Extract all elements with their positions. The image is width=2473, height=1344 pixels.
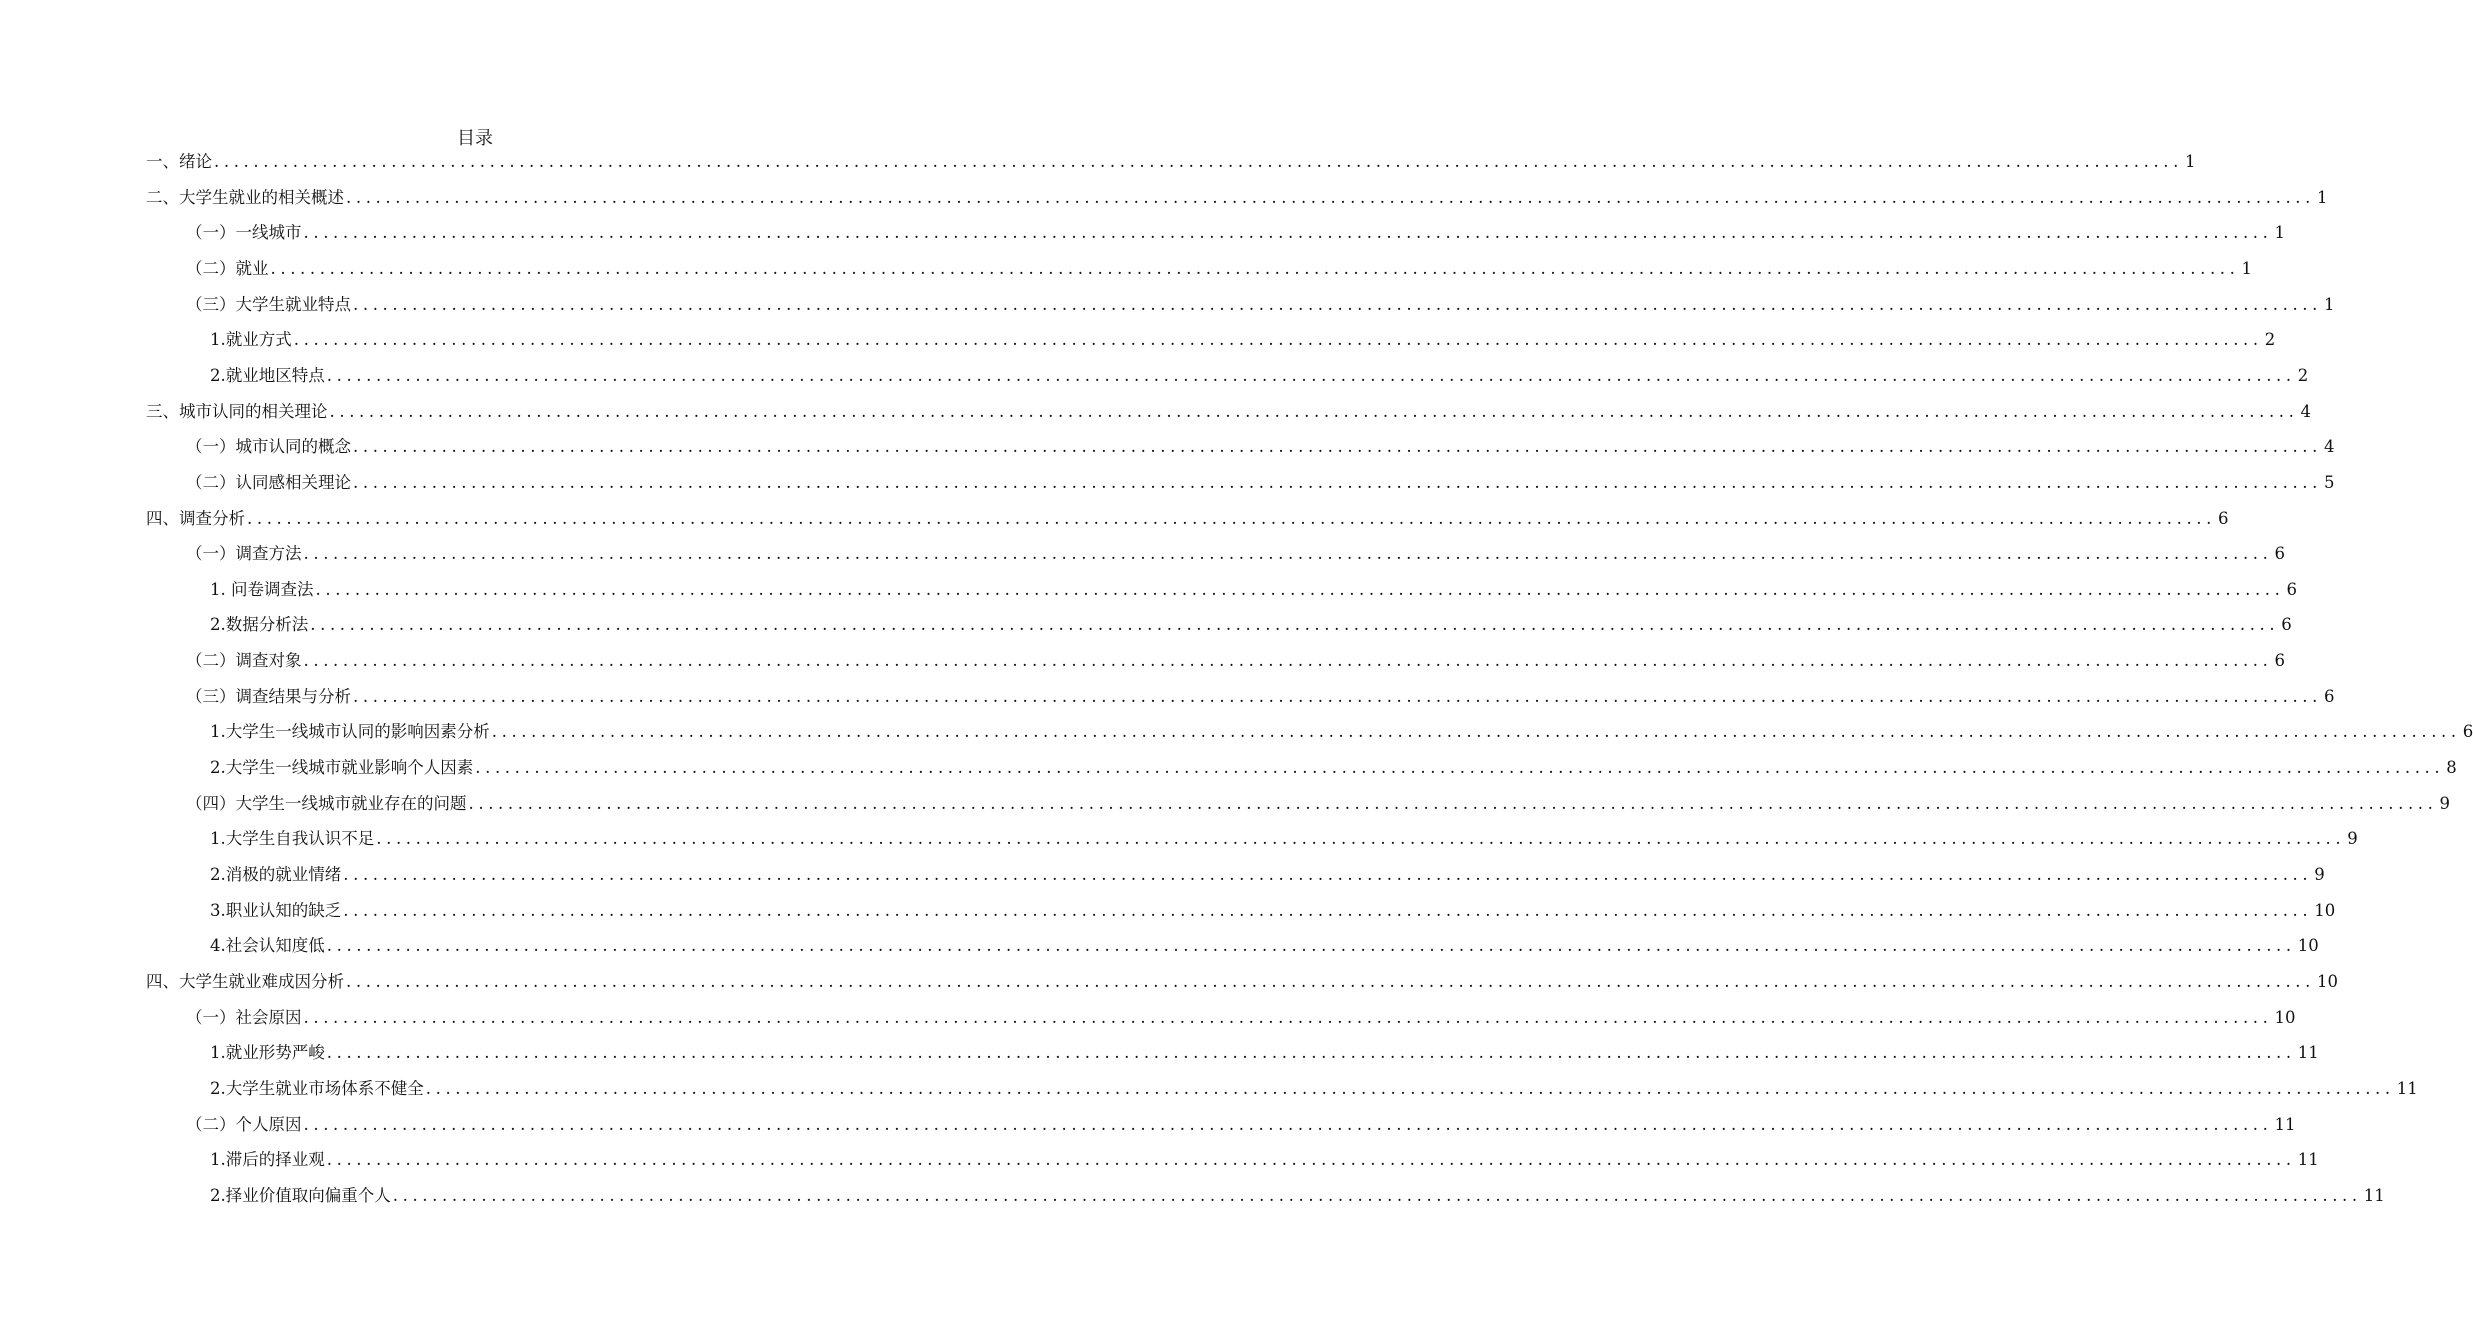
toc-entry-label: （一）调查方法 [186, 544, 302, 563]
toc-entry[interactable] [186, 291, 2335, 315]
toc-entry[interactable] [186, 683, 2335, 707]
toc-entry-page: 1 [2241, 259, 2252, 278]
toc-entry-label: 1.大学生一线城市认同的影响因素分析 [210, 722, 490, 741]
toc-entry-label: 一、绪论 [146, 152, 212, 171]
toc-leader-dots: ........................................................................................................................................................................................................ [303, 223, 2273, 242]
toc-leader-dots: ........................................................................................................................................................................................................ [303, 1115, 2273, 1134]
toc-entry[interactable] [210, 1182, 2385, 1206]
toc-entry-page: 1 [2184, 152, 2196, 171]
toc-entry-label: （一）城市认同的概念 [186, 437, 351, 456]
toc-leader-dots: ........................................................................................................................................................................................................ [376, 829, 2346, 848]
page-title: 目录 [457, 128, 493, 149]
toc-leader-dots: ........................................................................................................................................................................................................ [346, 972, 2315, 991]
toc-entry-page: 10 [2316, 972, 2338, 991]
toc-leader-dots: ........................................................................................................................................................................................................ [392, 1186, 2362, 1205]
toc-entry[interactable] [146, 505, 2229, 529]
toc-entry[interactable] [210, 1146, 2319, 1170]
toc-leader-dots: ........................................................................................................................................................................................................ [353, 687, 2322, 706]
toc-entry-label: 3.职业认知的缺乏 [210, 901, 342, 920]
toc-entry[interactable] [186, 255, 2252, 279]
toc-entry[interactable] [210, 576, 2297, 600]
toc-entry-page: 6 [2274, 544, 2285, 563]
toc-entry[interactable] [210, 932, 2319, 956]
toc-entry-page: 11 [2363, 1186, 2385, 1205]
toc-entry-page: 10 [2274, 1008, 2296, 1027]
toc-entry[interactable] [146, 968, 2338, 992]
toc-entry[interactable] [210, 754, 2457, 778]
toc-entry[interactable] [146, 398, 2311, 422]
toc-leader-dots: ........................................................................................................................................................................................................ [214, 152, 2183, 171]
toc-entry-page: 6 [2323, 687, 2335, 706]
toc-leader-dots: ........................................................................................................................................................................................................ [303, 651, 2273, 670]
toc-entry-label: 1.就业形势严峻 [210, 1043, 325, 1062]
toc-entry-page: 6 [2462, 722, 2473, 741]
toc-entry[interactable] [210, 825, 2358, 849]
toc-leader-dots: ........................................................................................................................................................................................................ [326, 1043, 2296, 1062]
toc-entry-page: 9 [2439, 794, 2450, 813]
toc-entry[interactable] [210, 718, 2473, 742]
toc-entry[interactable] [186, 469, 2335, 493]
toc-leader-dots: ........................................................................................................................................................................................................ [425, 1079, 2395, 1098]
toc-entry[interactable] [186, 540, 2285, 564]
toc-entry[interactable] [210, 1039, 2319, 1063]
toc-entry-label: 三、城市认同的相关理论 [146, 402, 328, 421]
toc-entry-page: 2 [2297, 366, 2309, 385]
toc-entry-label: （二）就业 [186, 259, 269, 278]
toc-entry-page: 5 [2323, 473, 2335, 492]
toc-entry[interactable] [146, 184, 2328, 208]
toc-entry[interactable] [210, 611, 2292, 635]
toc-leader-dots: ........................................................................................................................................................................................................ [315, 580, 2285, 599]
toc-entry-page: 11 [2396, 1079, 2418, 1098]
toc-entry-label: （二）调查对象 [186, 651, 302, 670]
toc-entry[interactable] [210, 1075, 2418, 1099]
toc-entry-label: 2.择业价值取向偏重个人 [210, 1186, 391, 1205]
toc-entry-label: 1.就业方式 [210, 330, 292, 349]
toc-entry-page: 4 [2300, 402, 2311, 421]
toc-entry[interactable] [186, 1111, 2296, 1135]
toc-entry-page: 2 [2264, 330, 2276, 349]
toc-entry-label: 二、大学生就业的相关概述 [146, 188, 344, 207]
toc-leader-dots: ........................................................................................................................................................................................................ [468, 794, 2438, 813]
toc-entry-page: 4 [2323, 437, 2335, 456]
toc-entry-label: （二）认同感相关理论 [186, 473, 351, 492]
toc-entry-label: 2.数据分析法 [210, 615, 309, 634]
toc-entry-page: 1 [2316, 188, 2328, 207]
toc-entry-page: 9 [2314, 865, 2325, 884]
toc-leader-dots: ........................................................................................................................................................................................................ [353, 473, 2322, 492]
toc-entry[interactable] [146, 148, 2196, 172]
toc-leader-dots: ........................................................................................................................................................................................................ [343, 865, 2313, 884]
toc-leader-dots: ........................................................................................................................................................................................................ [303, 544, 2273, 563]
toc-entry[interactable] [186, 219, 2285, 243]
toc-leader-dots: ........................................................................................................................................................................................................ [293, 330, 2263, 349]
toc-entry-label: 2.消极的就业情绪 [210, 865, 342, 884]
toc-entry[interactable] [210, 326, 2276, 350]
toc-entry-label: 1.大学生自我认识不足 [210, 829, 375, 848]
toc-entry-label: 2.就业地区特点 [210, 366, 325, 385]
toc-entry-label: 2.大学生一线城市就业影响个人因素 [210, 758, 474, 777]
toc-leader-dots: ........................................................................................................................................................................................................ [247, 509, 2216, 528]
toc-leader-dots: ........................................................................................................................................................................................................ [353, 437, 2322, 456]
toc-leader-dots: ........................................................................................................................................................................................................ [353, 295, 2322, 314]
toc-entry-page: 9 [2347, 829, 2358, 848]
toc-entry-label: （三）大学生就业特点 [186, 295, 351, 314]
toc-leader-dots: ........................................................................................................................................................................................................ [329, 402, 2299, 421]
toc-leader-dots: ........................................................................................................................................................................................................ [326, 366, 2296, 385]
toc-entry-page: 10 [2297, 936, 2319, 955]
toc-entry-page: 6 [2217, 509, 2229, 528]
toc-leader-dots: ........................................................................................................................................................................................................ [310, 615, 2280, 634]
toc-leader-dots: ........................................................................................................................................................................................................ [270, 259, 2240, 278]
toc-leader-dots: ........................................................................................................................................................................................................ [326, 936, 2296, 955]
toc-entry-page: 6 [2281, 615, 2292, 634]
toc-entry-page: 6 [2274, 651, 2285, 670]
toc-entry-label: 2.大学生就业市场体系不健全 [210, 1079, 424, 1098]
toc-entry[interactable] [186, 790, 2450, 814]
toc-entry-page: 1 [2323, 295, 2335, 314]
toc-entry[interactable] [186, 1004, 2296, 1028]
toc-entry[interactable] [186, 433, 2335, 457]
toc-entry[interactable] [210, 861, 2325, 885]
toc-entry-page: 11 [2297, 1043, 2319, 1062]
toc-leader-dots: ........................................................................................................................................................................................................ [491, 722, 2461, 741]
toc-entry-label: 四、大学生就业难成因分析 [146, 972, 344, 991]
toc-entry-page: 8 [2446, 758, 2457, 777]
toc-entry-page: 11 [2274, 1115, 2296, 1134]
toc-entry-label: 4.社会认知度低 [210, 936, 325, 955]
toc-entry-page: 11 [2297, 1150, 2319, 1169]
toc-entry[interactable] [210, 897, 2336, 921]
toc-leader-dots: ........................................................................................................................................................................................................ [475, 758, 2445, 777]
toc-leader-dots: ........................................................................................................................................................................................................ [343, 901, 2313, 920]
toc-entry-page: 6 [2286, 580, 2297, 599]
toc-entry-label: （四）大学生一线城市就业存在的问题 [186, 794, 467, 813]
toc-entry-page: 10 [2314, 901, 2336, 920]
toc-entry-label: （一）社会原因 [186, 1008, 302, 1027]
toc-entry-label: 四、调查分析 [146, 509, 245, 528]
toc-leader-dots: ........................................................................................................................................................................................................ [326, 1150, 2296, 1169]
toc-entry-page: 1 [2274, 223, 2285, 242]
toc-entry-label: 1. 问卷调查法 [210, 580, 314, 599]
toc-leader-dots: ........................................................................................................................................................................................................ [346, 188, 2315, 207]
toc-entry[interactable] [186, 647, 2285, 671]
toc-entry-label: 1.滞后的择业观 [210, 1150, 325, 1169]
toc-leader-dots: ........................................................................................................................................................................................................ [303, 1008, 2273, 1027]
toc-entry-label: （一）一线城市 [186, 223, 302, 242]
toc-entry[interactable] [210, 362, 2309, 386]
toc-entry-label: （二）个人原因 [186, 1115, 302, 1134]
toc-entry-label: （三）调查结果与分析 [186, 687, 351, 706]
